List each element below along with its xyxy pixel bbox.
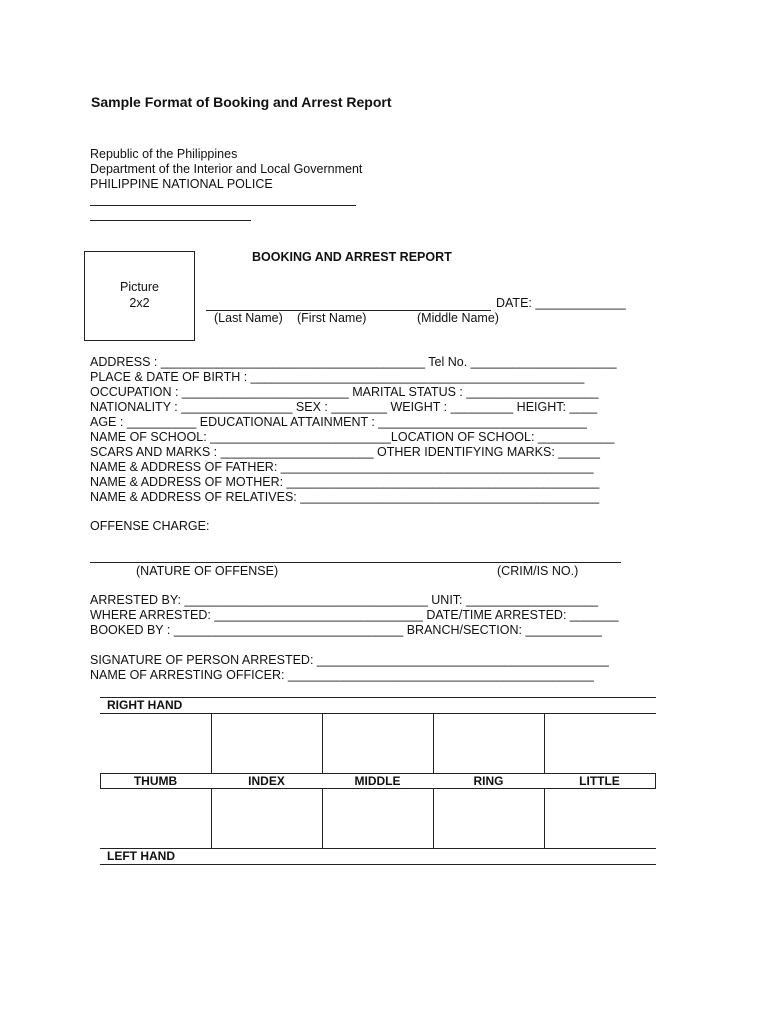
header-department: Department of the Interior and Local Government xyxy=(90,162,363,176)
field-nationality: NATIONALITY : ________________ SEX : ________ WEIGHT : _________ HEIGHT: ____ xyxy=(90,400,598,414)
finger-ring-label: RING xyxy=(473,774,504,788)
field-father: NAME & ADDRESS OF FATHER: _____________________________________________ xyxy=(90,460,594,474)
middle-name-caption: (Middle Name) xyxy=(417,311,499,325)
picture-box xyxy=(84,251,195,341)
picture-label: Picture xyxy=(120,280,159,294)
offense-blank-line xyxy=(90,562,621,563)
right-hand-label: RIGHT HAND xyxy=(107,698,183,712)
finger-little-label: LITTLE xyxy=(579,774,620,788)
left-hand-label: LEFT HAND xyxy=(107,849,175,863)
field-scars: SCARS AND MARKS : ______________________ OTHER IDENTIFYING MARKS: ______ xyxy=(90,445,600,459)
picture-size-label: 2x2 xyxy=(129,296,150,310)
field-arresting-officer: NAME OF ARRESTING OFFICER: ____________________________________________ xyxy=(90,668,594,682)
header-blank-line-2 xyxy=(90,220,251,221)
offense-charge-label: OFFENSE CHARGE: xyxy=(90,519,210,533)
field-booked-by: BOOKED BY : _________________________________ BRANCH/SECTION: ___________ xyxy=(90,623,602,637)
first-name-caption: (First Name) xyxy=(297,311,367,325)
field-school: NAME OF SCHOOL: __________________________LOCATION OF SCHOOL: ___________ xyxy=(90,430,615,444)
header-republic: Republic of the Philippines xyxy=(90,147,238,161)
field-address: ADDRESS : ______________________________________ Tel No. _____________________ xyxy=(90,355,617,369)
header-blank-line-1 xyxy=(90,205,356,206)
field-signature: SIGNATURE OF PERSON ARRESTED: __________________________________________ xyxy=(90,653,609,667)
field-arrested-by: ARRESTED BY: ___________________________________ UNIT: ___________________ xyxy=(90,593,599,607)
field-age: AGE : __________ EDUCATIONAL ATTAINMENT : ______________________________ xyxy=(90,415,587,429)
crim-no-caption: (CRIM/IS NO.) xyxy=(497,564,579,578)
field-where-arrested: WHERE ARRESTED: ______________________________ DATE/TIME ARRESTED: _______ xyxy=(90,608,619,622)
field-relatives: NAME & ADDRESS OF RELATIVES: ___________________________________________ xyxy=(90,490,600,504)
report-title: BOOKING AND ARREST REPORT xyxy=(252,250,452,264)
document-title: Sample Format of Booking and Arrest Report xyxy=(91,94,392,110)
nature-of-offense-caption: (NATURE OF OFFENSE) xyxy=(136,564,279,578)
field-birth: PLACE & DATE OF BIRTH : ________________________________________________ xyxy=(90,370,585,384)
finger-index-label: INDEX xyxy=(248,774,285,788)
field-occupation: OCCUPATION : ________________________ MARITAL STATUS : ___________________ xyxy=(90,385,599,399)
header-pnp: PHILIPPINE NATIONAL POLICE xyxy=(90,177,273,191)
finger-middle-label: MIDDLE xyxy=(354,774,401,788)
field-mother: NAME & ADDRESS OF MOTHER: _____________________________________________ xyxy=(90,475,600,489)
date-field: DATE: _____________ xyxy=(496,296,626,310)
finger-thumb-label: THUMB xyxy=(133,774,178,788)
last-name-caption: (Last Name) xyxy=(214,311,283,325)
